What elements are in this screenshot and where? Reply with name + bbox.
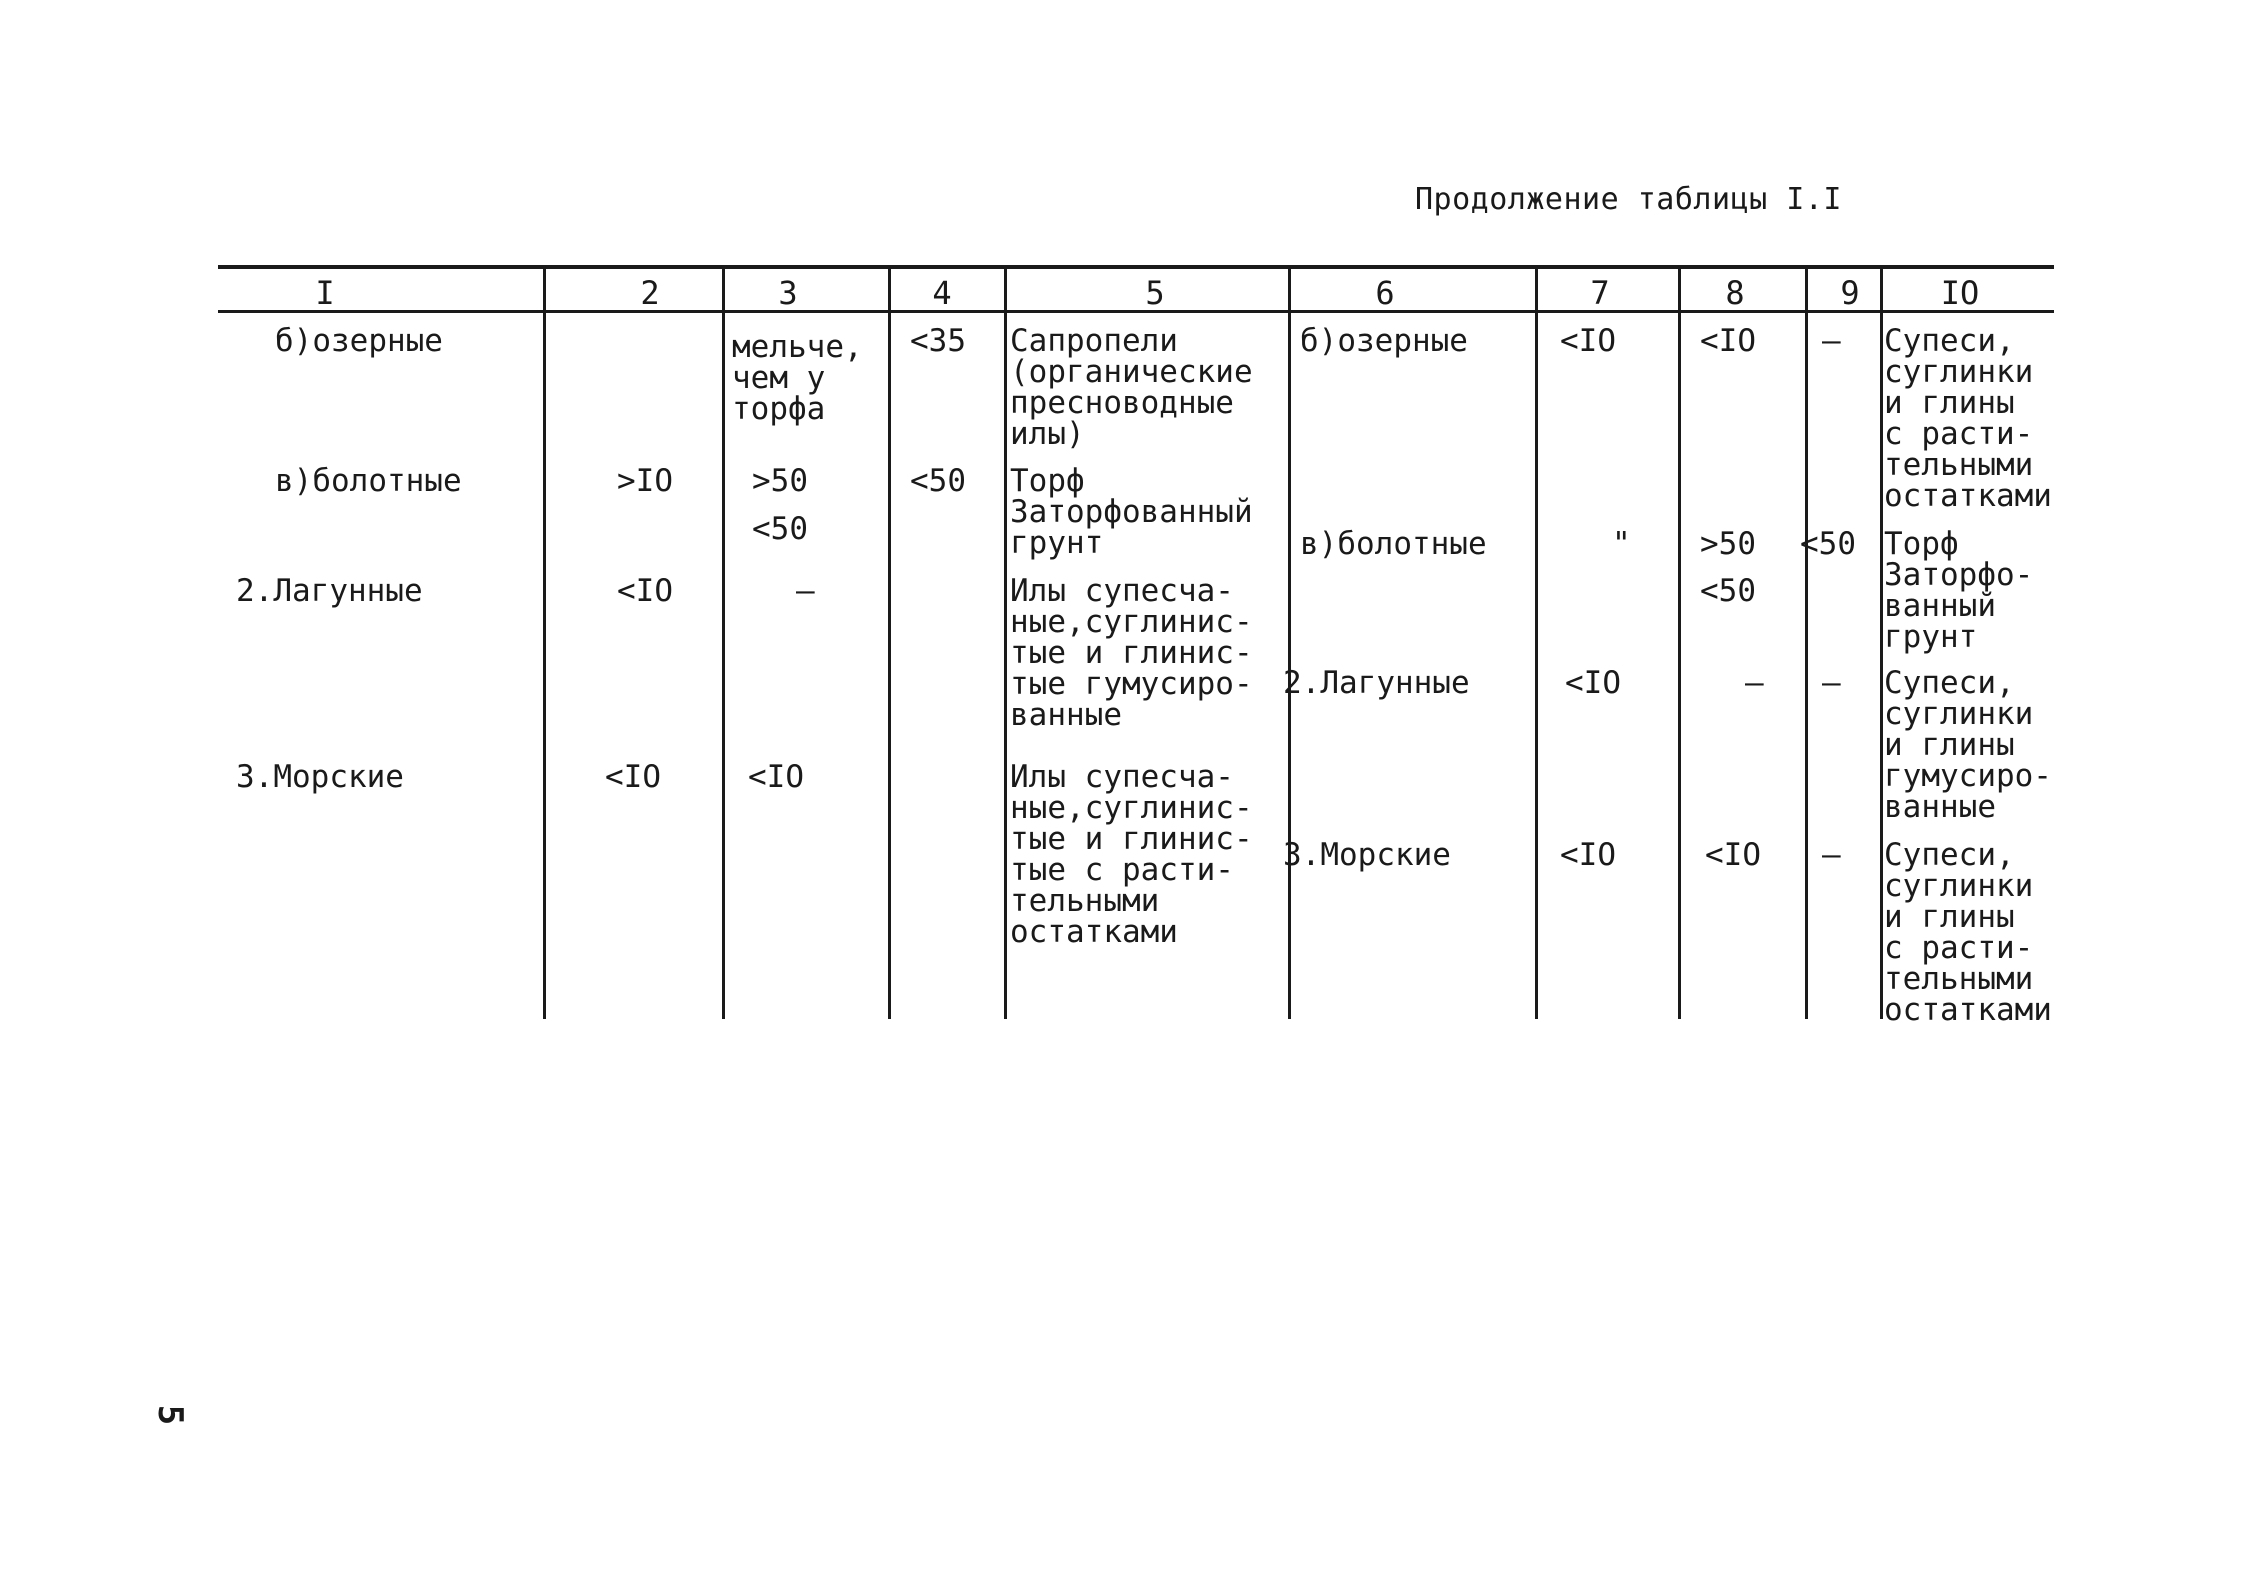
page-number: 5 xyxy=(150,1404,191,1426)
row2-col5: Торф Заторфованный грунт xyxy=(1010,463,1253,561)
row2-col4: <50 xyxy=(910,463,966,499)
row3-col5: Илы супесча- ные,суглинис- тые и глинис- тые гумусиро- ванные xyxy=(1010,573,1253,733)
col-header-10: IO xyxy=(1940,274,1980,312)
row4-col5: Илы супесча- ные,суглинис- тые и глинис- тые с расти- тельными остатками xyxy=(1010,759,1253,950)
row4-col2: <IO xyxy=(605,759,661,795)
row1-col3: мельче, чем у торфа xyxy=(732,329,863,427)
col-header-4: 4 xyxy=(932,274,952,312)
column-divider xyxy=(1004,267,1007,1019)
row2-col1: в)болотные xyxy=(275,463,462,499)
row1-col1: б)озерные xyxy=(275,323,443,359)
col-header-3: 3 xyxy=(778,274,798,312)
header-bottom-rule xyxy=(218,310,2054,313)
row4-col6: 3.Морские xyxy=(1283,837,1451,873)
column-divider xyxy=(1805,267,1808,1019)
row3-col6: 2.Лагунные xyxy=(1283,665,1470,701)
row1-col7: <IO xyxy=(1560,323,1616,359)
row4-col9: – xyxy=(1822,837,1841,873)
row2-col2: >IO xyxy=(617,463,673,499)
row4-col7: <IO xyxy=(1560,837,1616,873)
row4-col10: Супеси, суглинки и глины с расти- тельными остатками xyxy=(1884,837,2052,1028)
column-divider xyxy=(888,267,891,1019)
row1-col9: – xyxy=(1822,323,1841,359)
col-header-8: 8 xyxy=(1725,274,1745,312)
col-header-9: 9 xyxy=(1840,274,1860,312)
row4-col3: <IO xyxy=(748,759,804,795)
col-header-5: 5 xyxy=(1145,274,1165,312)
row3-col3: – xyxy=(796,573,815,609)
column-divider xyxy=(1535,267,1538,1019)
row2-col10: Торф Заторфо- ванный грунт xyxy=(1884,526,2034,655)
col-header-6: 6 xyxy=(1375,274,1395,312)
column-divider xyxy=(1288,267,1291,1019)
row3-col1: 2.Лагунные xyxy=(236,573,423,609)
row2-col8-upper: >50 xyxy=(1700,526,1756,562)
row3-col7: <IO xyxy=(1565,665,1621,701)
row1-col6: б)озерные xyxy=(1300,323,1468,359)
row2-col7: " xyxy=(1612,526,1631,562)
column-divider xyxy=(1880,267,1883,1019)
column-divider xyxy=(543,267,546,1019)
row1-col8: <IO xyxy=(1700,323,1756,359)
column-divider xyxy=(722,267,725,1019)
row3-col2: <IO xyxy=(617,573,673,609)
row2-col9: <50 xyxy=(1800,526,1856,562)
table-top-rule xyxy=(218,265,2054,269)
row4-col8: <IO xyxy=(1705,837,1761,873)
row1-col10: Супеси, суглинки и глины с расти- тельными остатками xyxy=(1884,323,2052,514)
row1-col4: <35 xyxy=(910,323,966,359)
row2-col3-upper: >50 xyxy=(752,463,808,499)
row2-col3-lower: <50 xyxy=(752,511,808,547)
row2-col6: в)болотные xyxy=(1300,526,1487,562)
col-header-1: I xyxy=(315,274,335,312)
row2-col8-lower: <50 xyxy=(1700,573,1756,609)
row3-col10: Супеси, суглинки и глины гумусиро- ванные xyxy=(1884,665,2052,825)
table-caption: Продолжение таблицы I.I xyxy=(1415,182,1842,217)
row1-col5: Сапропели (органические пресноводные илы) xyxy=(1010,323,1253,452)
row4-col1: 3.Морские xyxy=(236,759,404,795)
row3-col8: – xyxy=(1745,665,1764,701)
row3-col9: – xyxy=(1822,665,1841,701)
column-divider xyxy=(1678,267,1681,1019)
col-header-7: 7 xyxy=(1590,274,1610,312)
col-header-2: 2 xyxy=(640,274,660,312)
